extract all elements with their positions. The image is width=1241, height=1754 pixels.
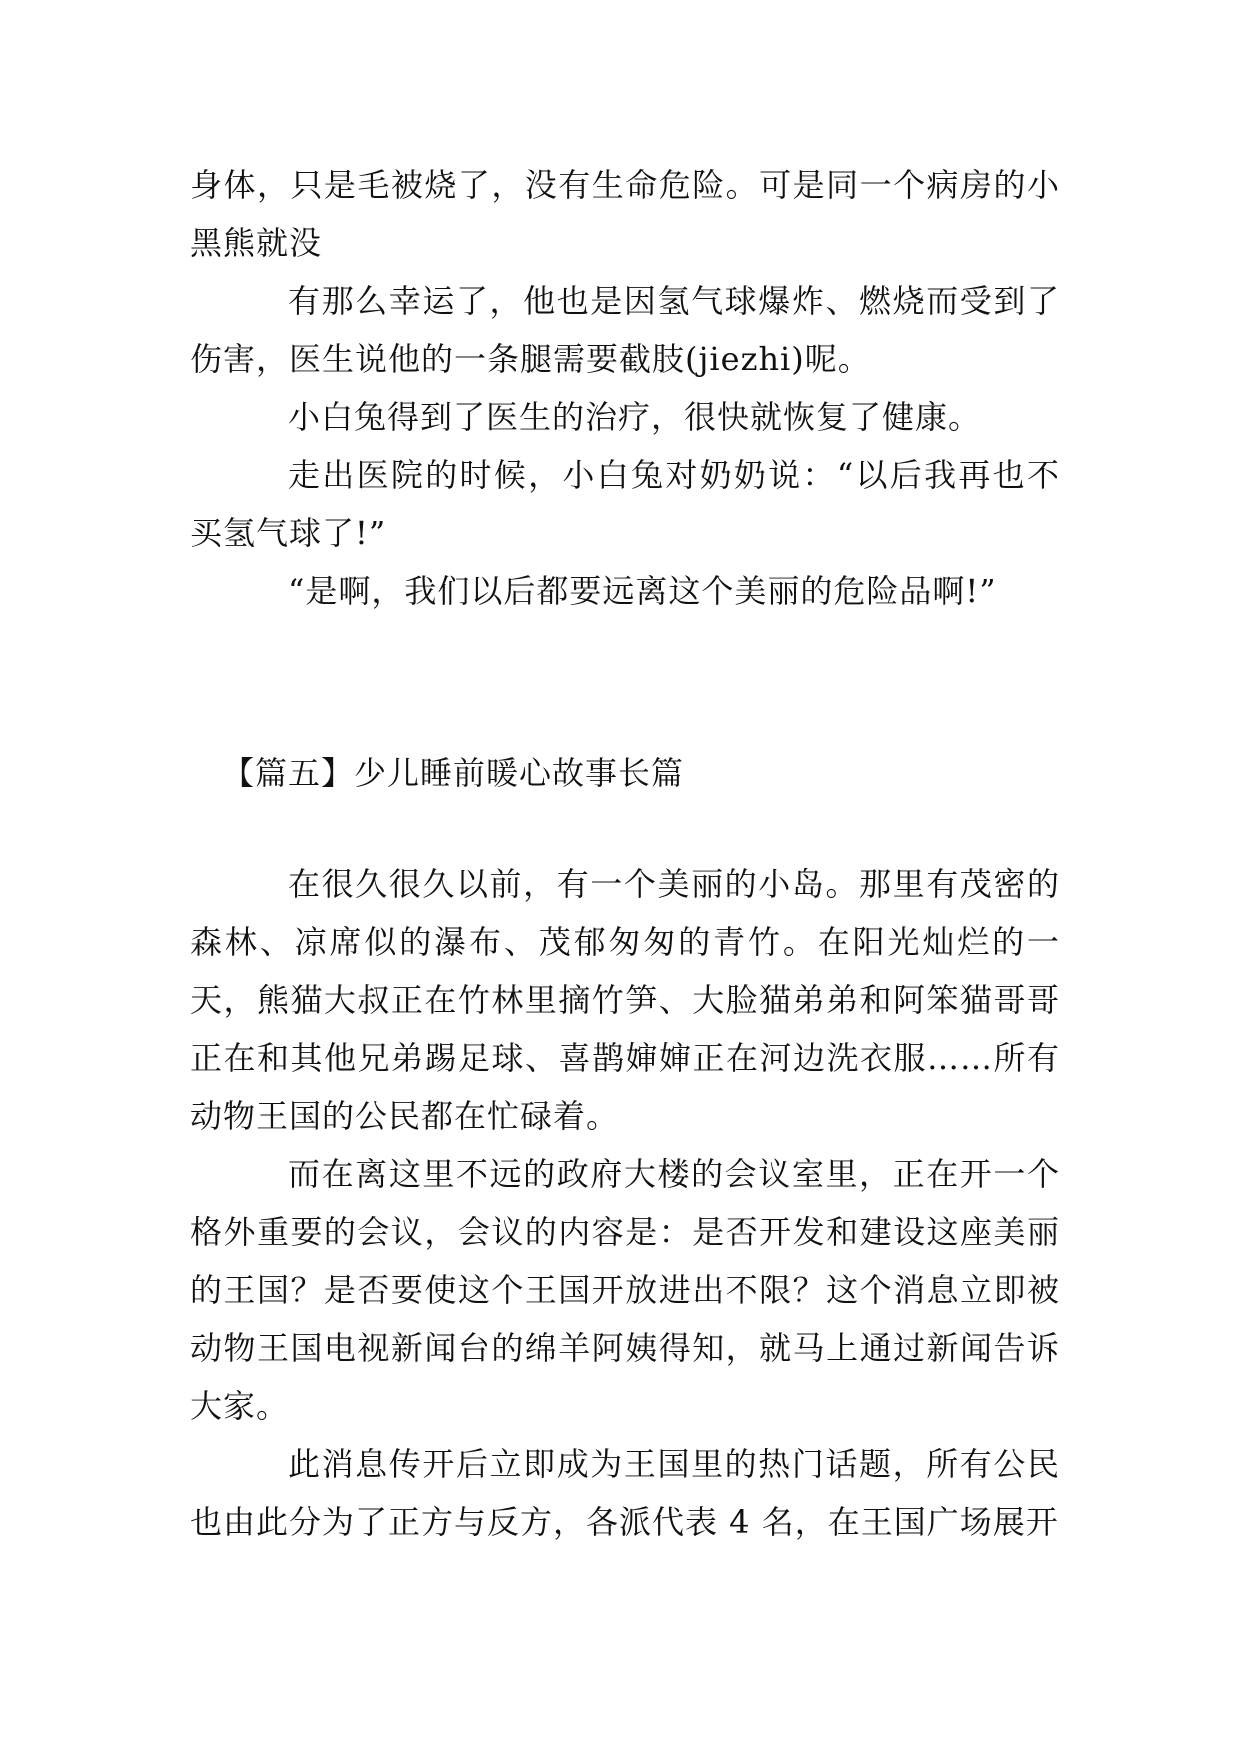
section-heading: 【篇五】少儿睡前暖心故事长篇 xyxy=(222,754,685,792)
paragraph: 此消息传开后立即成为王国里的热门话题，所有公民也由此分为了正方与反方，各派代表 4 名，在王国广场展开 xyxy=(190,1445,1060,1541)
paragraph: “是啊，我们以后都要远离这个美丽的危险品啊!” xyxy=(288,572,997,610)
paragraph: 有那么幸运了，他也是因氢气球爆炸、燃烧而受到了伤害，医生说他的一条腿需要截肢(jiezhi)呢。 xyxy=(190,282,1060,378)
paragraph: 走出医院的时候，小白兔对奶奶说：“以后我再也不买氢气球了!” xyxy=(190,456,1060,552)
paragraph: 身体，只是毛被烧了，没有生命危险。可是同一个病房的小黑熊就没 xyxy=(190,166,1060,262)
story-text-top xyxy=(190,156,1060,620)
paragraph: 在很久很久以前，有一个美丽的小岛。那里有茂密的森林、凉席似的瀑布、茂郁匆匆的青竹。在阳光灿烂的一天，熊猫大叔正在竹林里摘竹笋、大脸猫弟弟和阿笨猫哥哥正在和其他兄弟踢足球、喜鹊婶婶正在河边洗衣服……所有动物王国的公民都在忙碌着。 xyxy=(190,865,1060,1135)
story-text-bottom xyxy=(190,855,1060,1551)
paragraph: 而在离这里不远的政府大楼的会议室里，正在开一个格外重要的会议，会议的内容是：是否开发和建设这座美丽的王国？是否要使这个王国开放进出不限？这个消息立即被动物王国电视新闻台的绵羊阿姨得知，就马上通过新闻告诉大家。 xyxy=(190,1155,1060,1425)
paragraph: 小白兔得到了医生的治疗，很快就恢复了健康。 xyxy=(288,398,982,436)
